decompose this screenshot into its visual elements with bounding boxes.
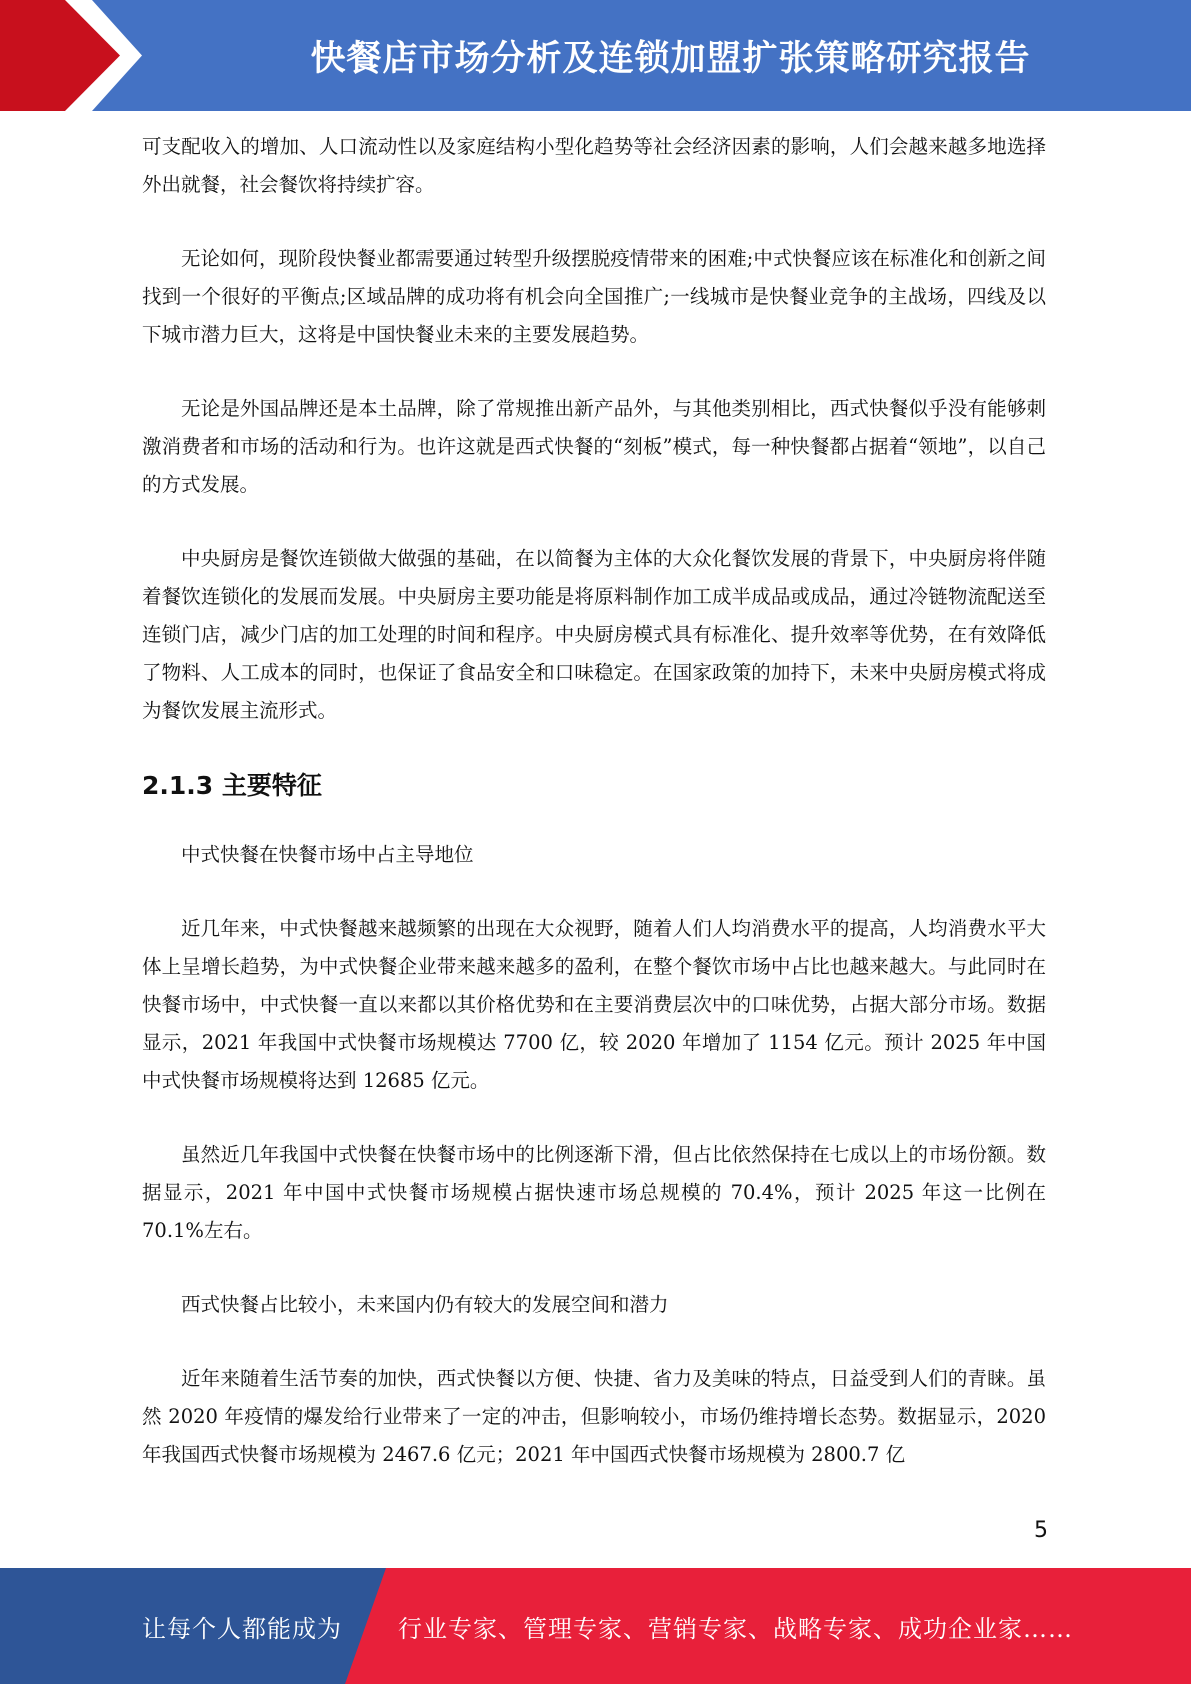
paragraph-3: 无论是外国品牌还是本土品牌，除了常规推出新产品外，与其他类别相比，西式快餐似乎没有能够刺激消费者和市场的活动和行为。也许这就是西式快餐的“刻板”模式，每一种快餐都占据着“领地”，以自己的方式发展。	[142, 397, 1046, 496]
page-footer	[0, 1568, 1191, 1684]
section-heading: 2.1.3 主要特征	[142, 771, 322, 800]
subheading-western-fastfood: 西式快餐占比较小，未来国内仍有较大的发展空间和潜力	[181, 1293, 669, 1316]
footer-slogan-right: 行业专家、管理专家、营销专家、战略专家、成功企业家……	[398, 1614, 1073, 1643]
paragraph-4: 中央厨房是餐饮连锁做大做强的基础，在以简餐为主体的大众化餐饮发展的背景下，中央厨房将伴随着餐饮连锁化的发展而发展。中央厨房主要功能是将原料制作加工成半成品或成品，通过冷链物流配送至连锁门店，减少门店的加工处理的时间和程序。中央厨房模式具有标准化、提升效率等优势，在有效降低了物料、人工成本的同时，也保证了食品安全和口味稳定。在国家政策的加持下，未来中央厨房模式将成为餐饮发展主流形式。	[142, 547, 1046, 722]
document-body	[142, 128, 1046, 1510]
subheading-chinese-fastfood: 中式快餐在快餐市场中占主导地位	[181, 843, 474, 866]
report-title: 快餐店市场分析及连锁加盟扩张策略研究报告	[310, 38, 1031, 79]
paragraph-6: 虽然近几年我国中式快餐在快餐市场中的比例逐渐下滑，但占比依然保持在七成以上的市场份额。数据显示，2021 年中国中式快餐市场规模占据快速市场总规模的 70.4%，预计 2025 年这一比例在 70.1%左右。	[142, 1143, 1046, 1242]
page-header	[0, 0, 1191, 111]
paragraph-1: 可支配收入的增加、人口流动性以及家庭结构小型化趋势等社会经济因素的影响，人们会越来越多地选择外出就餐，社会餐饮将持续扩容。	[142, 135, 1046, 196]
page-number: 5	[1034, 1518, 1048, 1543]
footer-slogan-left: 让每个人都能成为	[142, 1614, 342, 1643]
paragraph-5: 近几年来，中式快餐越来越频繁的出现在大众视野，随着人们人均消费水平的提高，人均消费水平大体上呈增长趋势，为中式快餐企业带来越来越多的盈利，在整个餐饮市场中占比也越来越大。与此同时在快餐市场中，中式快餐一直以来都以其价格优势和在主要消费层次中的口味优势，占据大部分市场。数据显示，2021 年我国中式快餐市场规模达 7700 亿，较 2020 年增加了 1154 亿元。预计 2025 年中国中式快餐市场规模将达到 12685 亿元。	[142, 917, 1046, 1092]
paragraph-2: 无论如何，现阶段快餐业都需要通过转型升级摆脱疫情带来的困难;中式快餐应该在标准化和创新之间找到一个很好的平衡点;区域品牌的成功将有机会向全国推广;一线城市是快餐业竞争的主战场，四线及以下城市潜力巨大，这将是中国快餐业未来的主要发展趋势。	[142, 247, 1046, 346]
paragraph-7: 近年来随着生活节奏的加快，西式快餐以方便、快捷、省力及美味的特点，日益受到人们的青睐。虽然 2020 年疫情的爆发给行业带来了一定的冲击，但影响较小，市场仍维持增长态势。数据显示，2020 年我国西式快餐市场规模为 2467.6 亿元；2021 年中国西式快餐市场规模为 2800.7 亿	[142, 1367, 1046, 1466]
